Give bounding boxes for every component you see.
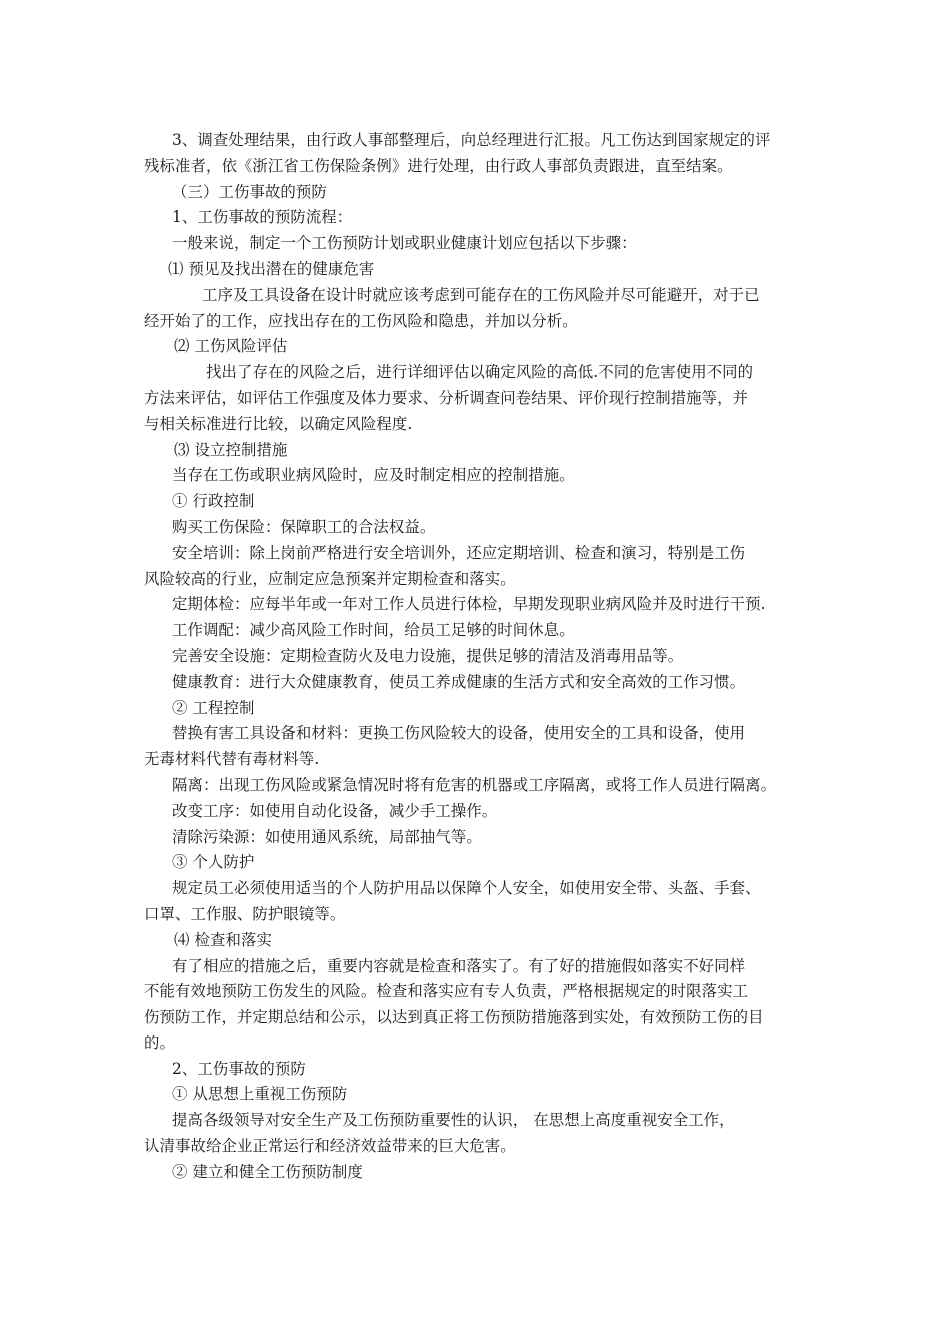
step-heading: ⑶ 设立控制措施 [174, 440, 288, 459]
paragraph-line: 提高各级领导对安全生产及工伤预防重要性的认识， 在思想上高度重视安全工作， [172, 1111, 735, 1130]
paragraph-line: 规定员工必须使用适当的个人防护用品以保障个人安全，如使用安全带、头盔、手套、 [172, 879, 761, 898]
paragraph-line: 替换有害工具设备和材料：更换工伤风险较大的设备，使用安全的工具和设备，使用 [172, 724, 746, 743]
section-heading: （三）工伤事故的预防 [172, 182, 327, 201]
paragraph-line: 口罩、工作服、防护眼镜等。 [144, 904, 346, 923]
paragraph-line: 经开始了的工作，应找出存在的工伤风险和隐患，并加以分析。 [144, 311, 578, 330]
item-heading: ① 从思想上重视工伤预防 [172, 1085, 348, 1104]
paragraph-line: 完善安全设施：定期检查防火及电力设施，提供足够的清洁及消毒用品等。 [172, 646, 684, 665]
paragraph-line: 残标准者，依《浙江省工伤保险条例》进行处理，由行政人事部负责跟进，直至结案。 [144, 156, 733, 175]
paragraph-line: 工作调配：减少高风险工作时间，给员工足够的时间休息。 [172, 621, 575, 640]
item-heading: ② 建立和健全工伤预防制度 [172, 1162, 363, 1181]
paragraph-line: 健康教育：进行大众健康教育，使员工养成健康的生活方式和安全高效的工作习惯。 [172, 672, 746, 691]
paragraph-line: 有了相应的措施之后，重要内容就是检查和落实了。有了好的措施假如落实不好同样 [172, 956, 746, 975]
paragraph-line: 工序及工具设备在设计时就应该考虑到可能存在的工伤风险并尽可能避开，对于已 [202, 285, 760, 304]
paragraph-line: 认清事故给企业正常运行和经济效益带来的巨大危害。 [144, 1137, 516, 1156]
paragraph-line: 伤预防工作，并定期总结和公示，以达到真正将工伤预防措施落到实处，有效预防工伤的目 [144, 1008, 764, 1027]
paragraph-line: 与相关标准进行比较，以确定风险程度. [144, 414, 413, 433]
paragraph-line: 的。 [144, 1033, 175, 1052]
paragraph-line: 定期体检：应每半年或一年对工作人员进行体检，早期发现职业病风险并及时进行干预. [172, 595, 766, 614]
step-heading: ⑴ 预见及找出潜在的健康危害 [168, 259, 375, 278]
item-heading: ② 工程控制 [172, 698, 255, 717]
paragraph-line: 找出了存在的风险之后，进行详细评估以确定风险的高低.不同的危害使用不同的 [206, 363, 754, 382]
paragraph-line: 方法来评估，如评估工作强度及体力要求、分析调查问卷结果、评价现行控制措施等，并 [144, 388, 749, 407]
subsection-heading: 2、工伤事故的预防 [172, 1059, 306, 1078]
paragraph-line: 一般来说，制定一个工伤预防计划或职业健康计划应包括以下步骤： [172, 234, 637, 253]
document-body [144, 128, 824, 1186]
paragraph-line: 风险较高的行业，应制定应急预案并定期检查和落实。 [144, 569, 516, 588]
item-heading: ③ 个人防护 [172, 853, 255, 872]
paragraph-line: 不能有效地预防工伤发生的风险。检查和落实应有专人负责，严格根据规定的时限落实工 [144, 982, 749, 1001]
paragraph-line: 3、调查处理结果，由行政人事部整理后，向总经理进行汇报。凡工伤达到国家规定的评 [172, 131, 771, 149]
step-heading: ⑵ 工伤风险评估 [174, 337, 288, 356]
paragraph-line: 隔离：出现工伤风险或紧急情况时将有危害的机器或工序隔离，或将工作人员进行隔离。 [172, 775, 777, 794]
paragraph-line: 安全培训：除上岗前严格进行安全培训外，还应定期培训、检查和演习，特别是工伤 [172, 543, 746, 562]
paragraph-line: 购买工伤保险：保障职工的合法权益。 [172, 517, 436, 536]
subsection-heading: 1、工伤事故的预防流程： [172, 208, 353, 227]
paragraph-line: 清除污染源：如使用通风系统，局部抽气等。 [172, 827, 482, 846]
step-heading: ⑷ 检查和落实 [174, 930, 272, 949]
item-heading: ① 行政控制 [172, 492, 255, 511]
paragraph-line: 无毒材料代替有毒材料等. [144, 750, 320, 769]
paragraph-line: 改变工序：如使用自动化设备，减少手工操作。 [172, 801, 498, 820]
paragraph-line: 当存在工伤或职业病风险时，应及时制定相应的控制措施。 [172, 466, 575, 485]
